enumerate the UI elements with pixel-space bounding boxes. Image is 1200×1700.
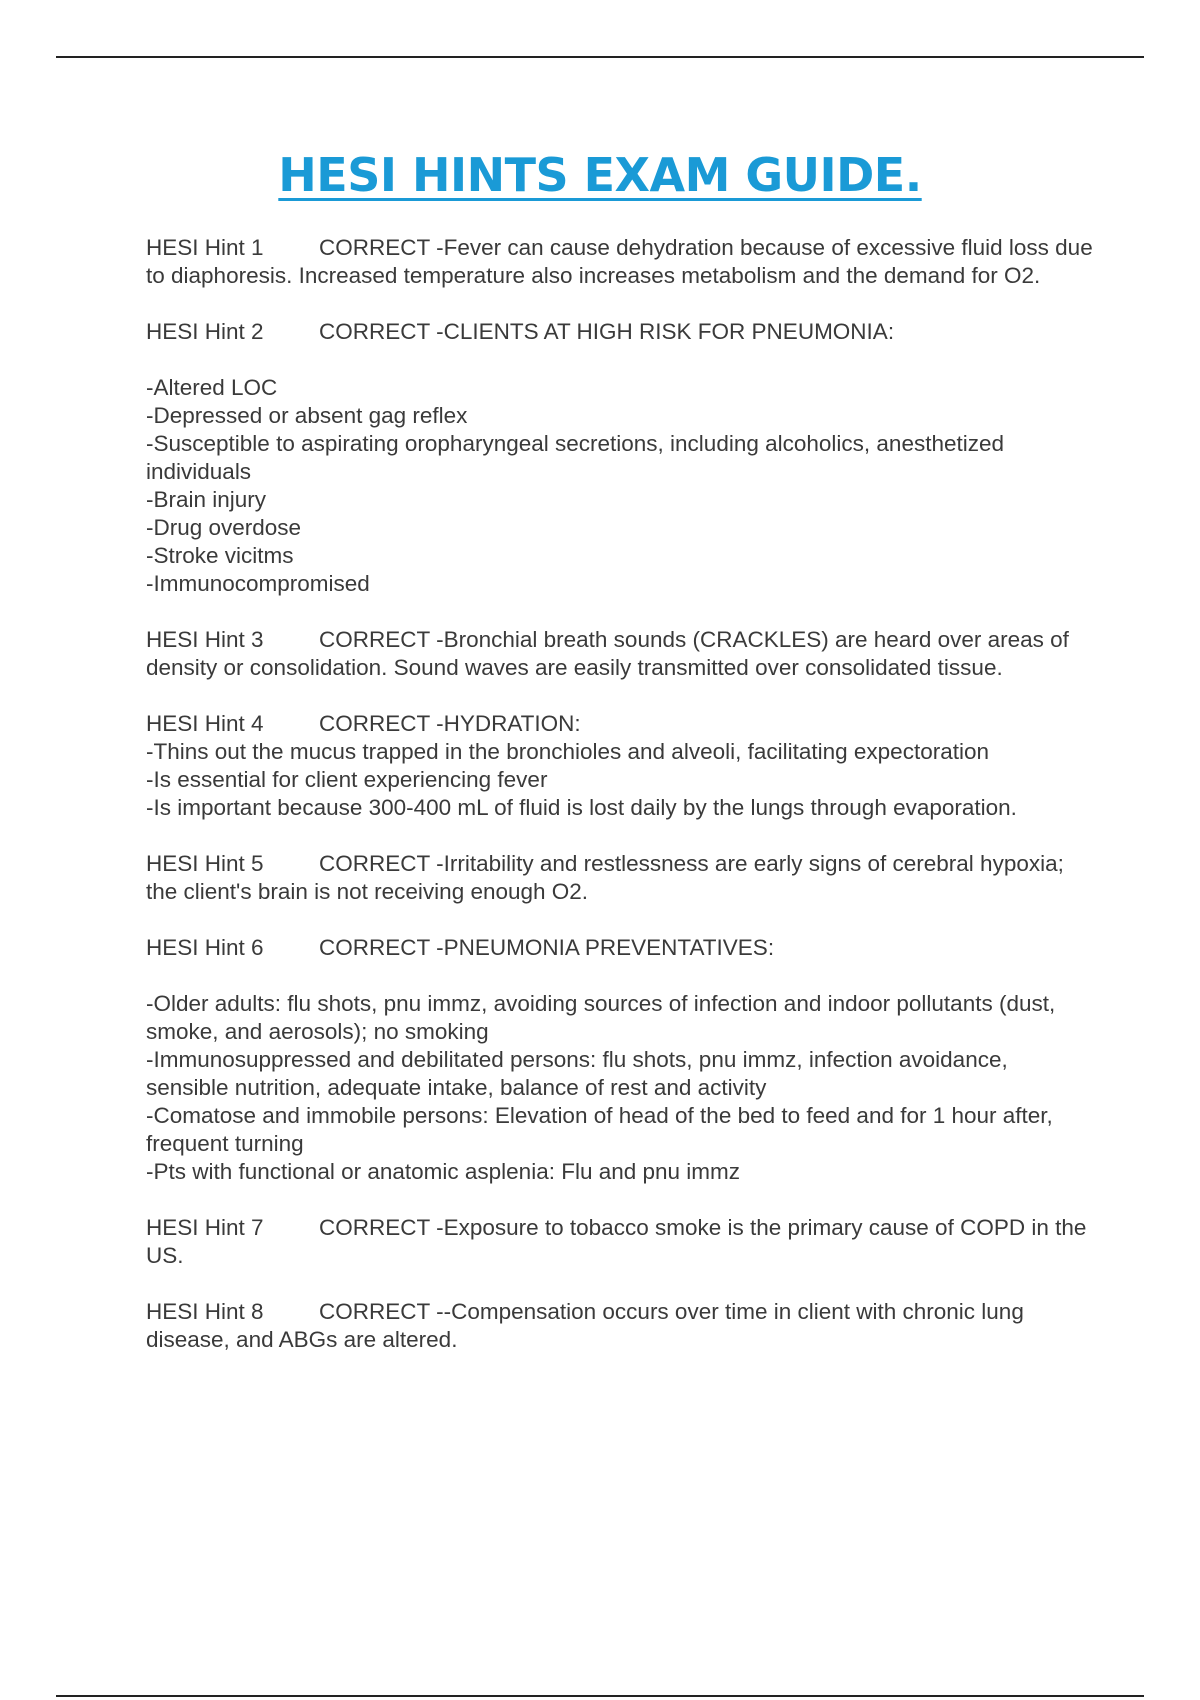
hint-label: HESI Hint 5 <box>146 851 264 876</box>
hint-5-line <box>146 850 1096 906</box>
hint-text: CORRECT -PNEUMONIA PREVENTATIVES: <box>319 935 775 960</box>
hint-2 <box>146 318 1096 598</box>
hint-7-line <box>146 1214 1096 1270</box>
list-item: -Immunosuppressed and debilitated persons: flu shots, pnu immz, infection avoidance, sensible nutrition, adequate intake, balance of rest and activity <box>146 1047 1008 1100</box>
hint-2-line <box>146 318 1096 346</box>
header-rule <box>56 56 1144 58</box>
document-title-text: HESI HINTS EXAM GUIDE. <box>278 148 922 202</box>
hint-label: HESI Hint 7 <box>146 1215 264 1240</box>
hint-4-list <box>146 738 1096 822</box>
hint-6-list <box>146 990 1096 1186</box>
hint-text: CORRECT -Fever can cause dehydration because of excessive fluid loss due to diaphoresis. Increased temperature also increases metabolism and the demand for O2. <box>146 235 1093 288</box>
hint-text: CORRECT -Bronchial breath sounds (CRACKLES) are heard over areas of density or consolidation. Sound waves are easily transmitted over consolidated tissue. <box>146 627 1069 680</box>
hint-text: CORRECT -CLIENTS AT HIGH RISK FOR PNEUMONIA: <box>319 319 895 344</box>
list-item: -Older adults: flu shots, pnu immz, avoiding sources of infection and indoor pollutants (dust, smoke, and aerosols); no smoking <box>146 991 1056 1044</box>
hint-label: HESI Hint 6 <box>146 935 264 960</box>
hint-label: HESI Hint 2 <box>146 319 264 344</box>
hint-label: HESI Hint 1 <box>146 235 264 260</box>
document-body <box>146 234 1096 1382</box>
list-item: -Brain injury <box>146 487 267 512</box>
footer-rule <box>56 1695 1144 1697</box>
hint-label: HESI Hint 3 <box>146 627 264 652</box>
hint-1 <box>146 234 1096 290</box>
hint-6-line <box>146 934 1096 962</box>
hint-label: HESI Hint 8 <box>146 1299 264 1324</box>
hint-text: CORRECT --Compensation occurs over time in client with chronic lung disease, and ABGs are altered. <box>146 1299 1024 1352</box>
list-item: -Susceptible to aspirating oropharyngeal secretions, including alcoholics, anesthetized individuals <box>146 431 1005 484</box>
hint-1-line <box>146 234 1096 290</box>
hint-3-line <box>146 626 1096 682</box>
hint-4 <box>146 710 1096 822</box>
hint-7 <box>146 1214 1096 1270</box>
hint-8 <box>146 1298 1096 1354</box>
list-item: -Depressed or absent gag reflex <box>146 403 468 428</box>
list-item: -Comatose and immobile persons: Elevation of head of the bed to feed and for 1 hour after, frequent turning <box>146 1103 1053 1156</box>
list-item: -Is essential for client experiencing fever <box>146 767 548 792</box>
hint-text: CORRECT -HYDRATION: <box>319 711 581 736</box>
list-item: -Drug overdose <box>146 515 302 540</box>
hint-5 <box>146 850 1096 906</box>
list-item: -Altered LOC <box>146 375 278 400</box>
hint-text: CORRECT -Exposure to tobacco smoke is the primary cause of COPD in the US. <box>146 1215 1087 1268</box>
hint-4-line <box>146 710 1096 738</box>
hint-2-list <box>146 374 1096 598</box>
list-item: -Is important because 300-400 mL of fluid is lost daily by the lungs through evaporation. <box>146 795 1017 820</box>
list-item: -Immunocompromised <box>146 571 370 596</box>
list-item: -Stroke vicitms <box>146 543 294 568</box>
list-item: -Thins out the mucus trapped in the bronchioles and alveoli, facilitating expectoration <box>146 739 989 764</box>
hint-text: CORRECT -Irritability and restlessness are early signs of cerebral hypoxia; the client's brain is not receiving enough O2. <box>146 851 1064 904</box>
hint-label: HESI Hint 4 <box>146 711 264 736</box>
hint-6 <box>146 934 1096 1186</box>
list-item: -Pts with functional or anatomic asplenia: Flu and pnu immz <box>146 1159 741 1184</box>
hint-8-line <box>146 1298 1096 1354</box>
document-title <box>0 148 1200 202</box>
hint-3 <box>146 626 1096 682</box>
